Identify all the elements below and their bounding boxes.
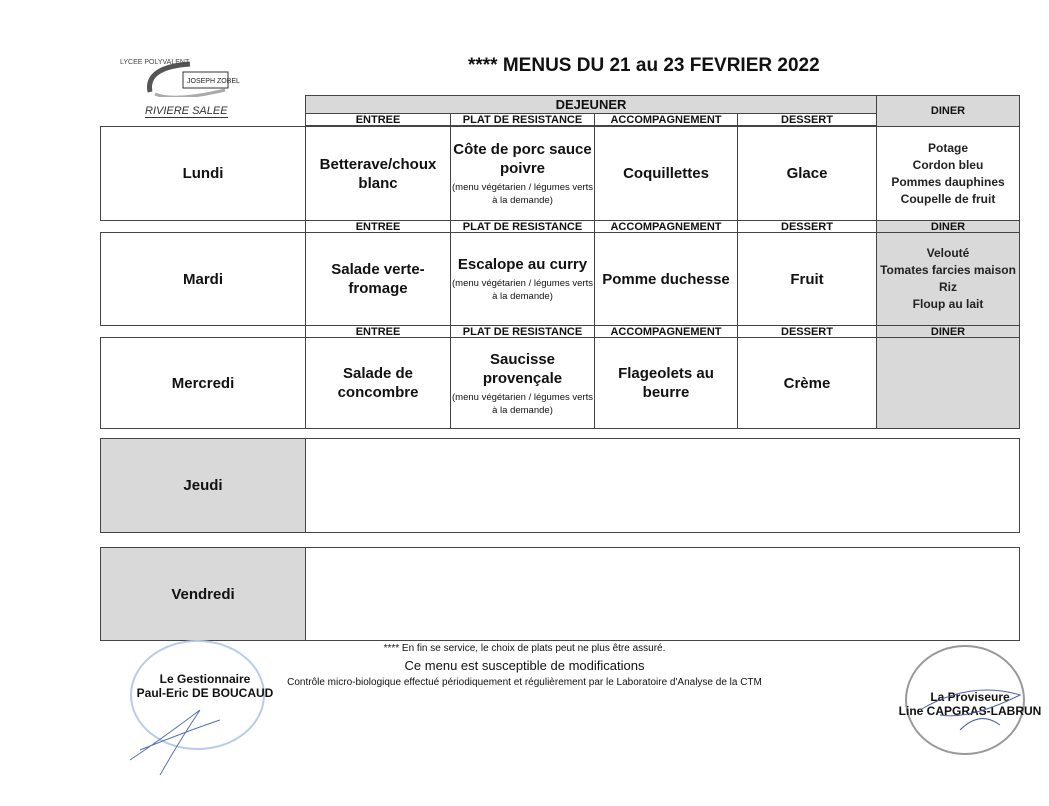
day-cell: Vendredi — [100, 547, 306, 641]
diner-item: Cordon bleu — [912, 157, 984, 172]
column-header-accomp: ACCOMPAGNEMENT — [594, 325, 738, 338]
diner-item: Potage — [927, 140, 968, 155]
day-cell: Mercredi — [100, 337, 306, 429]
diner-cell — [876, 337, 1020, 429]
empty-menu-cell — [305, 438, 1020, 533]
column-header-plat: PLAT DE RESISTANCE — [450, 113, 595, 126]
column-header-dessert: DESSERT — [737, 113, 877, 126]
diner-item: Floup au lait — [912, 297, 984, 311]
footer-note-1: **** En fin se service, le choix de plats peut ne plus être assuré. — [383, 643, 666, 654]
plat-note: (menu végétarien / légumes verts à la demande) — [452, 182, 593, 206]
right-name: Line CAPGRAS-LABRUN — [898, 704, 1042, 718]
plat-note: (menu végétarien / légumes verts à la demande) — [452, 278, 593, 302]
column-header-plat: PLAT DE RESISTANCE — [450, 325, 595, 338]
empty-menu-cell — [305, 547, 1020, 641]
column-header-entree: ENTREE — [305, 113, 451, 126]
right-signature — [910, 670, 1040, 750]
diner-item: Coupelle de fruit — [900, 191, 996, 206]
left-signatory — [130, 672, 280, 700]
column-header-diner: DINER — [876, 220, 1020, 233]
diner-item: Pommes dauphines — [891, 174, 1005, 189]
dessert-cell: Glace — [737, 126, 877, 221]
svg-text:JOSEPH ZOBEL: JOSEPH ZOBEL — [187, 78, 240, 85]
left-role: Le Gestionnaire — [159, 672, 251, 686]
column-header-entree: ENTREE — [305, 220, 451, 233]
footer-note-3: Contrôle micro-biologique effectué périodiquement et régulièrement par le Laboratoire d'Analyse de la CTM — [287, 677, 762, 688]
diner-item: Velouté — [926, 246, 970, 260]
plat-cell — [450, 232, 595, 326]
left-name: Paul-Eric DE BOUCAUD — [136, 686, 274, 700]
diner-cell — [876, 126, 1020, 221]
diner-item: Riz — [939, 280, 957, 294]
day-cell: Lundi — [100, 126, 306, 221]
day-cell: Mardi — [100, 232, 306, 326]
diner-header: DINER — [876, 95, 1020, 127]
column-header-dessert: DESSERT — [737, 325, 877, 338]
footer-note-2: Ce menu est susceptible de modifications — [404, 658, 645, 673]
column-header-diner: DINER — [876, 325, 1020, 338]
column-header-accomp: ACCOMPAGNEMENT — [594, 220, 738, 233]
plat-name: Saucisse provençale — [482, 350, 563, 387]
school-logo — [115, 52, 265, 97]
accompagnement-cell: Coquillettes — [594, 126, 738, 221]
dessert-cell: Crème — [737, 337, 877, 429]
dejeuner-header: DEJEUNER — [305, 95, 877, 114]
school-place: RIVIERE SALEE — [145, 105, 228, 117]
diner-cell — [876, 232, 1020, 326]
entree-cell: Betterave/choux blanc — [305, 126, 451, 221]
right-role: La Proviseure — [930, 690, 1010, 704]
column-header-dessert: DESSERT — [737, 220, 877, 233]
plat-name: Côte de porc sauce poivre — [453, 141, 592, 177]
page-title: **** MENUS DU 21 au 23 FEVRIER 2022 — [468, 55, 820, 76]
column-header-entree: ENTREE — [305, 325, 451, 338]
plat-cell — [450, 126, 595, 221]
column-header-plat: PLAT DE RESISTANCE — [450, 220, 595, 233]
left-signature — [120, 700, 240, 780]
plat-note: (menu végétarien / légumes verts à la demande) — [452, 391, 593, 416]
column-header-accomp: ACCOMPAGNEMENT — [594, 113, 738, 126]
accompagnement-cell: Flageolets au beurre — [594, 337, 738, 429]
diner-item: Tomates farcies maison — [880, 263, 1016, 277]
day-cell: Jeudi — [100, 438, 306, 533]
plat-cell — [450, 337, 595, 429]
entree-cell: Salade de concombre — [305, 337, 451, 429]
svg-text:LYCEE POLYVALENT: LYCEE POLYVALENT — [120, 59, 190, 66]
entree-cell: Salade verte-fromage — [305, 232, 451, 326]
plat-name: Escalope au curry — [457, 256, 588, 273]
accompagnement-cell: Pomme duchesse — [594, 232, 738, 326]
dessert-cell: Fruit — [737, 232, 877, 326]
